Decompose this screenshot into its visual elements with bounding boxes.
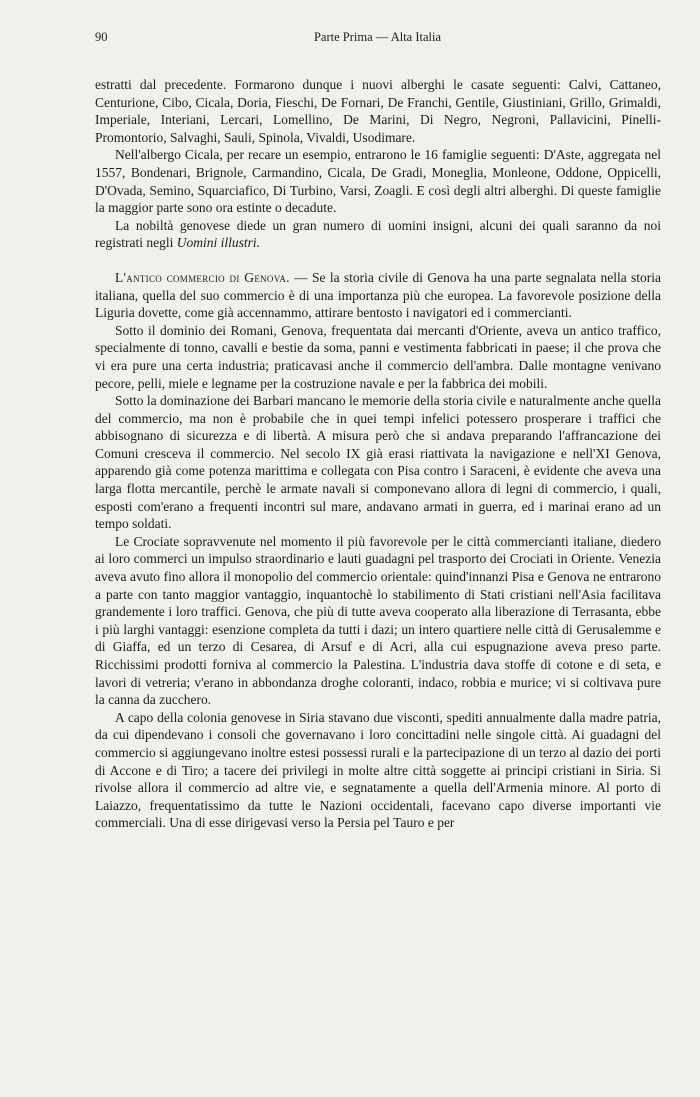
page-number: 90 bbox=[95, 30, 108, 44]
paragraph-alberghi-casate: estratti dal precedente. Formarono dunque i nuovi alberghi le casate seguenti: Calvi, Cattaneo, Centurione, Cibo, Cicala, Doria, Fieschi, De Fornari, De Franchi, Gentile, Giustiniani, Grillo, Grimaldi, Imperiale, Interiani, Lercari, Lomellino, De Marini, Di Negro, Negroni, Pallavicini, Pinelli-Promontorio, Salvaghi, Sauli, Spinola, Vivaldi, Usodimare. bbox=[95, 77, 661, 145]
paragraph-antico-commercio-text: — Se la storia civile di Genova ha una parte segnalata nella storia italiana, quella del suo commercio è di una importanza più che europea. La favorevole posizione della Liguria dovette, come già accennammo, attirare bentosto i navigatori ed i commercianti. bbox=[95, 269, 662, 321]
section-separator bbox=[95, 252, 661, 269]
paragraph-nobilta-text: La nobiltà genovese diede un gran numero di uomini insigni, alcuni dei quali saranno da noi registrati negli bbox=[95, 217, 661, 251]
paragraph-colonia-siria: A capo della colonia genovese in Siria stavano due visconti, spediti annualmente dalla madre patria, da cui dipendevano i consoli che governavano i loro concittadini nelle singole città. Ai guadagni del commercio si aggiungevano inoltre estesi possessi rurali e la partecipazione di un terzo al dazio dei porti di Accone e di Tiro; a tacere dei privilegi in molte altre città soggette ai principi cristiani in Siria. Si rivolse allora il commercio ad altre vie, e segnatamente a quella dell'Armenia minore. Al porto di Laiazzo, frequentatissimo da tutte le Nazioni occidentali, facevano capo diverse importanti vie commerciali. Una di esse dirigevasi verso la Persia pel Tauro e per bbox=[95, 709, 661, 831]
paragraph-antico-commercio bbox=[95, 269, 661, 322]
section-heading: L'antico commercio di Genova. bbox=[115, 269, 290, 285]
body-text bbox=[95, 76, 661, 832]
paragraph-crociate: Le Crociate sopravvenute nel momento il più favorevole per le città commercianti italiane, diedero ai loro commerci un impulso straordinario e lauti guadagni pel trasporto dei Crociati in Oriente. Venezia aveva avuto fino allora il monopolio del commercio orientale: quind'innanzi Pisa e Genova ne entrarono a parte con tanto maggior vantaggio, inquantochè lo stabilimento di Stati cristiani nell'Asia facilitava grandemente i loro traffici. Genova, che più di tutte aveva cooperato alla liberazione di Terrasanta, ebbe i più larghi vantaggi: esenzione completa da tutti i dazi; un intero quartiere nelle città di Gerusalemme e di Giaffa, ed un terzo di Cesarea, di Arsuf e di Acri, alla cui espugnazione aveva preso parte. Ricchissimi prodotti forniva al commercio la Palestina. L'industria dava stoffe di cotone e di seta, e lavori di vetreria; v'erano in abbondanza droghe coloranti, indaco, robbia e murice; vi si coltivava pure la canna da zucchero. bbox=[95, 533, 661, 708]
paragraph-albergo-cicala: Nell'albergo Cicala, per recare un esempio, entrarono le 16 famiglie seguenti: D'Aste, aggregata nel 1557, Bondenari, Brignole, Carmandino, Cicala, De Gradi, Moneglia, Monleone, Oddone, Oppicelli, D'Ovada, Semino, Squarciafico, Di Turbino, Varsi, Zoagli. E così degli altri alberghi. Di queste famiglie la maggior parte sono ora estinte o decadute. bbox=[95, 147, 661, 216]
paragraph-nobilta bbox=[95, 217, 661, 252]
paragraph-dominazione-barbari: Sotto la dominazione dei Barbari mancano le memorie della storia civile e naturalmente anche quella del commercio, ma non è probabile che in quei tempi infelici potessero prosperare i traffici che abbisognano di sicurezza e di libertà. A misura però che si andava preparando l'affrancazione dei Comuni cresceva il commercio. Nel secolo IX già erasi riattivata la navigazione e nell'XI Genova, apparendo già come potenza marittima e collegata con Pisa contro i Saraceni, è evidente che aveva una larga flotta mercantile, perchè le armate navali si componevano allora di legni di commercio, i quali, esposti com'erano a frequenti incontri sul mare, andavano armati in guerra, ed i marinai erano ad un tempo soldati. bbox=[95, 393, 661, 532]
running-title: Parte Prima — Alta Italia bbox=[313, 30, 442, 44]
running-head bbox=[95, 30, 660, 50]
uomini-illustri-reference: Uomini illustri. bbox=[176, 235, 260, 251]
paragraph-dominio-romani: Sotto il dominio dei Romani, Genova, frequentata dai mercanti d'Oriente, aveva un antico traffico, specialmente di tonno, cavalli e bestie da soma, panni e vestimenta fabbricati in paese; il che prova che vi era pure una certa industria; praticavasi anche il commercio dell'ambra. Dalle montagne venivano pecore, pelli, miele e legname per la costruzione navale e per la fabbrica dei mobili. bbox=[95, 322, 661, 391]
